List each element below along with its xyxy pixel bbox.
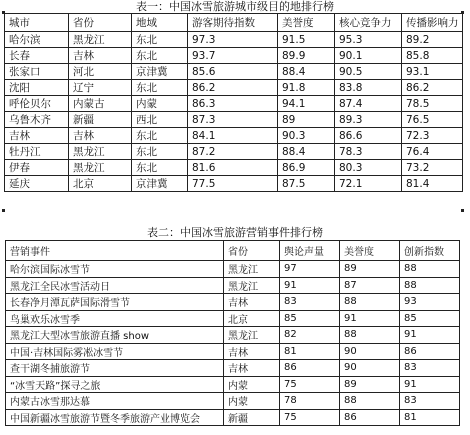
table-cell: 88: [340, 294, 400, 311]
city-table-row: [5, 48, 463, 64]
table-cell: 中国新疆冰雪旅游节暨冬季旅游产业博览会: [6, 409, 224, 426]
table-cell: 西北: [132, 112, 188, 128]
city-table-row: [5, 112, 463, 128]
table-cell: 鸟巢欢乐冰雪季: [6, 310, 224, 327]
table-cell: 黑龙江: [224, 261, 280, 278]
table-cell: 乌鲁木齐: [5, 112, 69, 128]
event-table-row: [6, 294, 460, 311]
table-cell: 91: [400, 327, 460, 344]
table-cell: 83: [400, 393, 460, 410]
table-cell: 77.5: [188, 176, 278, 192]
table-cell: 吉林: [224, 360, 280, 377]
table-cell: 京津冀: [132, 176, 188, 192]
table-cell: 东北: [132, 144, 188, 160]
column-header: 创新指数: [400, 241, 460, 261]
table-cell: 86.6: [335, 128, 402, 144]
table-cell: 黑龙江: [69, 32, 132, 48]
table-cell: 72.1: [335, 176, 402, 192]
table-cell: 中国·吉林国际雾凇冰雪节: [6, 343, 224, 360]
table-cell: 90.5: [335, 64, 402, 80]
column-header: 美誉度: [340, 241, 400, 261]
table-cell: 东北: [132, 128, 188, 144]
table-cell: 89.9: [278, 48, 335, 64]
table-cell: 97.3: [188, 32, 278, 48]
column-header: 舆论声量: [280, 241, 340, 261]
table-cell: 黑龙江: [69, 160, 132, 176]
table-cell: 95.3: [335, 32, 402, 48]
table-cell: 内蒙古冰雪那达慕: [6, 393, 224, 410]
city-ranking-table: [4, 13, 463, 192]
table-cell: 88.4: [278, 144, 335, 160]
table-cell: 93.1: [402, 64, 463, 80]
table-cell: 吉林: [5, 128, 69, 144]
table1-corner-marker: [461, 209, 464, 212]
table-cell: 87: [340, 277, 400, 294]
table-cell: 83: [280, 294, 340, 311]
city-table-row: [5, 160, 463, 176]
event-table-header-row: [6, 241, 460, 261]
city-table-row: [5, 176, 463, 192]
table-cell: 北京: [224, 310, 280, 327]
city-table-row: [5, 96, 463, 112]
table-cell: 86: [400, 343, 460, 360]
table-cell: 88: [340, 327, 400, 344]
table-cell: 86.2: [402, 80, 463, 96]
event-table-row: [6, 310, 460, 327]
table-cell: 吉林: [224, 294, 280, 311]
event-table-row: [6, 261, 460, 278]
table-cell: 81: [400, 409, 460, 426]
table-cell: 东北: [132, 32, 188, 48]
table-cell: 长春: [5, 48, 69, 64]
column-header: 城市: [5, 14, 69, 32]
table-cell: 京津冀: [132, 64, 188, 80]
table-cell: 牡丹江: [5, 144, 69, 160]
table-cell: 90: [340, 360, 400, 377]
table-cell: 沈阳: [5, 80, 69, 96]
column-header: 传播影响力: [402, 14, 463, 32]
event-ranking-table: [5, 240, 460, 426]
table-cell: 91.5: [278, 32, 335, 48]
table-cell: 88: [340, 393, 400, 410]
table-cell: 76.4: [402, 144, 463, 160]
table-cell: 86: [340, 409, 400, 426]
table-cell: 91: [280, 277, 340, 294]
column-header: 营销事件: [6, 241, 224, 261]
city-table-row: [5, 32, 463, 48]
table-cell: 97: [280, 261, 340, 278]
event-table-row: [6, 393, 460, 410]
city-table-row: [5, 80, 463, 96]
table-cell: 北京: [69, 176, 132, 192]
table-cell: 哈尔滨国际冰雪节: [6, 261, 224, 278]
table-cell: 87.3: [188, 112, 278, 128]
table1-corner-marker: [2, 209, 5, 212]
table-cell: 82: [280, 327, 340, 344]
column-header: 省份: [224, 241, 280, 261]
table-cell: 85.8: [402, 48, 463, 64]
table-cell: 东北: [132, 48, 188, 64]
event-table-row: [6, 343, 460, 360]
event-table-row: [6, 360, 460, 377]
event-table-row: [6, 376, 460, 393]
table-cell: 90.1: [335, 48, 402, 64]
table-cell: 78.5: [402, 96, 463, 112]
table-cell: 90.3: [278, 128, 335, 144]
city-table-header-row: [5, 14, 463, 32]
table1-corner-marker: [2, 11, 5, 14]
column-header: 游客期待指数: [188, 14, 278, 32]
table-cell: 89: [278, 112, 335, 128]
table-cell: 91.8: [278, 80, 335, 96]
table-cell: 75: [280, 376, 340, 393]
table-cell: 黑龙江: [224, 277, 280, 294]
table-cell: “冰雪天路”探寻之旅: [6, 376, 224, 393]
table2-caption: 表二：中国冰雪旅游营销事件排行榜: [147, 226, 323, 239]
table-cell: 89: [340, 261, 400, 278]
table-cell: 吉林: [69, 128, 132, 144]
city-table-row: [5, 64, 463, 80]
table-cell: 89.3: [335, 112, 402, 128]
table-cell: 89.2: [402, 32, 463, 48]
table-cell: 黑龙江: [224, 327, 280, 344]
table-cell: 75: [280, 409, 340, 426]
table-cell: 吉林: [69, 48, 132, 64]
table-cell: 86.2: [188, 80, 278, 96]
table-cell: 93: [400, 294, 460, 311]
table-cell: 88.4: [278, 64, 335, 80]
table-cell: 87.5: [278, 176, 335, 192]
table-cell: 延庆: [5, 176, 69, 192]
table-cell: 内蒙: [224, 376, 280, 393]
table-cell: 76.5: [402, 112, 463, 128]
table-cell: 吉林: [224, 343, 280, 360]
table-cell: 呼伦贝尔: [5, 96, 69, 112]
table1-corner-marker: [461, 11, 464, 14]
table-cell: 黑龙江: [69, 144, 132, 160]
table-cell: 新疆: [224, 409, 280, 426]
table-cell: 伊春: [5, 160, 69, 176]
table-cell: 91: [400, 376, 460, 393]
table-cell: 85: [400, 310, 460, 327]
table-cell: 东北: [132, 160, 188, 176]
table-cell: 87.4: [335, 96, 402, 112]
table-cell: 内蒙: [132, 96, 188, 112]
table-cell: 90: [340, 343, 400, 360]
table-cell: 张家口: [5, 64, 69, 80]
table1-caption: 表一：中国冰雪旅游城市级目的地排行榜: [136, 0, 334, 13]
city-table-row: [5, 128, 463, 144]
table-cell: 内蒙: [224, 393, 280, 410]
table-cell: 查干湖冬捕旅游节: [6, 360, 224, 377]
table-cell: 78: [280, 393, 340, 410]
table-cell: 黑龙江大型冰雪旅游直播 show: [6, 327, 224, 344]
table-cell: 东北: [132, 80, 188, 96]
column-header: 省份: [69, 14, 132, 32]
table-cell: 长春净月潭瓦萨国际滑雪节: [6, 294, 224, 311]
table-cell: 93.7: [188, 48, 278, 64]
table-cell: 河北: [69, 64, 132, 80]
table-cell: 81.4: [402, 176, 463, 192]
table-cell: 85: [280, 310, 340, 327]
table-cell: 黑龙江全民冰雪活动日: [6, 277, 224, 294]
table-cell: 87.2: [188, 144, 278, 160]
table-cell: 84.1: [188, 128, 278, 144]
table-cell: 72.3: [402, 128, 463, 144]
table-cell: 85.6: [188, 64, 278, 80]
table-cell: 新疆: [69, 112, 132, 128]
table-cell: 73.2: [402, 160, 463, 176]
table-cell: 86.3: [188, 96, 278, 112]
table-cell: 81.6: [188, 160, 278, 176]
table-cell: 89: [340, 376, 400, 393]
table-cell: 94.1: [278, 96, 335, 112]
column-header: 美誉度: [278, 14, 335, 32]
table-cell: 86: [280, 360, 340, 377]
event-table-row: [6, 277, 460, 294]
table-cell: 辽宁: [69, 80, 132, 96]
table-cell: 88: [400, 261, 460, 278]
table-cell: 86.9: [278, 160, 335, 176]
column-header: 地域: [132, 14, 188, 32]
table-cell: 81: [280, 343, 340, 360]
table-cell: 83.8: [335, 80, 402, 96]
table-cell: 91: [340, 310, 400, 327]
table-cell: 88: [400, 277, 460, 294]
event-table-row: [6, 327, 460, 344]
city-table-row: [5, 144, 463, 160]
table-cell: 哈尔滨: [5, 32, 69, 48]
column-header: 核心竞争力: [335, 14, 402, 32]
table-cell: 80.3: [335, 160, 402, 176]
table-cell: 78.3: [335, 144, 402, 160]
event-table-row: [6, 409, 460, 426]
table-cell: 内蒙古: [69, 96, 132, 112]
table-cell: 83: [400, 360, 460, 377]
